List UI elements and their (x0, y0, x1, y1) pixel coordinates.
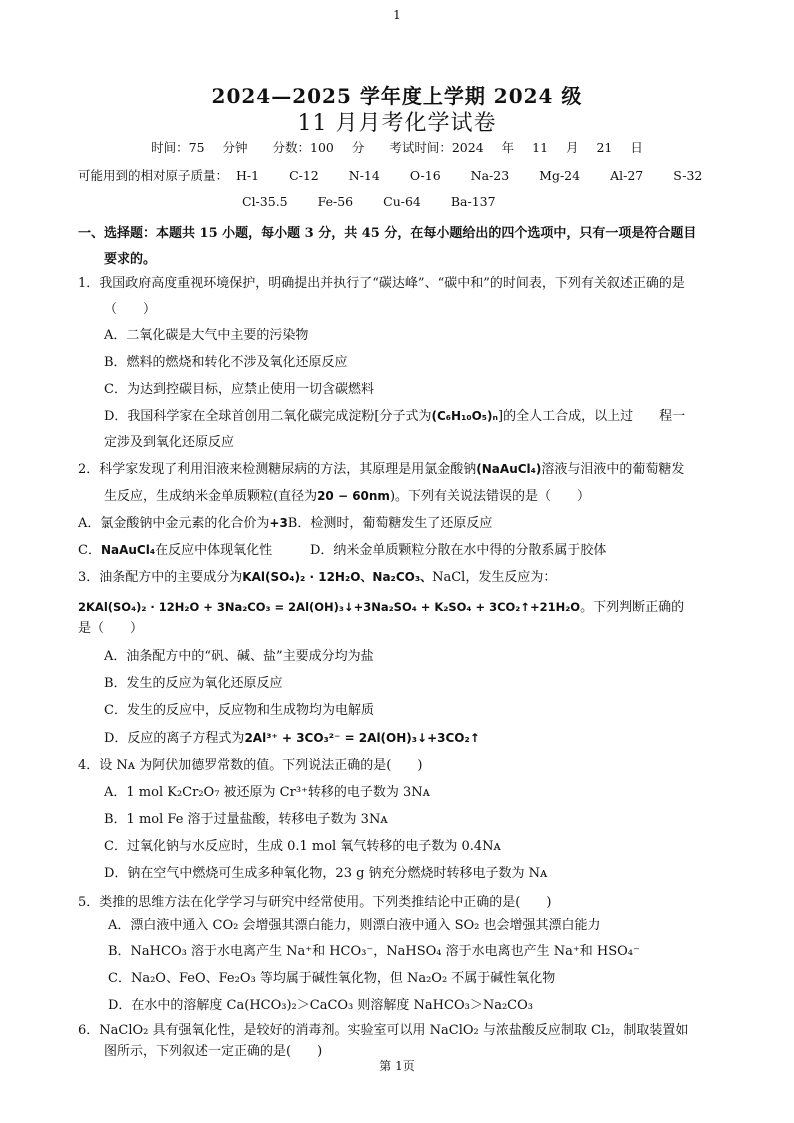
formula: (C₆H₁₀O₅)ₙ (431, 409, 499, 423)
stem-text: NaCl，发生反应为： (432, 570, 557, 585)
option-text: B．检测时，葡萄糖发生了还原反应 (287, 516, 493, 531)
question-1-option-c: C．为达到控碳目标，应禁止使用一切含碳燃料 (104, 382, 374, 397)
question-5-option-c: C．Na₂O、FeO、Fe₂O₃ 等均属于碱性氧化物，但 Na₂O₂ 不属于碱性氧化物 (108, 971, 556, 986)
question-4-stem: 4．设 Nᴀ 为阿伏加德罗常数的值。下列说法正确的是( ) (78, 758, 423, 773)
option-label: C． (78, 543, 101, 558)
formula: NaAuCl₄ (100, 543, 156, 557)
question-3-option-a: A．油条配方中的“矾、碱、盐”主要成分均为盐 (104, 649, 374, 664)
atomic-mass-row1 (78, 166, 728, 184)
page-number: 1 (393, 8, 401, 22)
question-3-option-d (104, 727, 480, 746)
option-text: D．我国科学家在全球首创用二氧化碳完成淀粉[分子式为 (104, 409, 432, 424)
question-3-blank: 是（ ） (78, 621, 144, 636)
page-footer: 第 1页 (379, 1059, 415, 1073)
question-6-stem: 6．NaClO₂ 具有强氧化性，是较好的消毒剂。实验室可以用 NaClO₂ 与浓盐酸反应制取 Cl₂，制取装置如 (78, 1023, 689, 1038)
atom-item: Mg-24 (539, 168, 581, 183)
atom-item: Al-27 (610, 168, 644, 183)
question-2-option-ab (78, 512, 492, 531)
question-5-option-d: D．在水中的溶解度 Ca(HCO₃)₂＞CaCO₃ 则溶解度 NaHCO₃＞Na₂CO₃ (108, 998, 533, 1013)
formula: +3 (269, 516, 288, 530)
atom-item: Ba-137 (450, 194, 496, 209)
atom-item: C-12 (289, 168, 319, 183)
question-1-stem: 1．我国政府高度重视环境保护，明确提出并执行了“碳达峰”、“碳中和”的时间表，下列有关叙述正确的是 (78, 276, 685, 291)
question-4-option-c: C．过氧化钠与水反应时，生成 0.1 mol 氧气转移的电子数为 0.4Nᴀ (104, 839, 501, 854)
question-4-option-a: A．1 mol K₂Cr₂O₇ 被还原为 Cr³⁺转移的电子数为 3Nᴀ (104, 785, 431, 800)
question-1-option-a: A．二氧化碳是大气中主要的污染物 (104, 328, 309, 343)
atom-item: Cl-35.5 (242, 194, 288, 209)
formula: (NaAuCl₄) (476, 462, 542, 476)
question-5-stem: 5．类推的思维方法在化学学习与研究中经常使用。下列类推结论中正确的是( ) (78, 895, 552, 910)
question-2-option-c (78, 539, 272, 558)
section-heading: 一、选择题：本题共 15 小题，每小题 3 分，共 45 分，在每小题给出的四个选项中，只有一项是符合题目 (78, 226, 697, 241)
stem-text: 2．科学家发现了利用泪液来检测糖尿病的方法，其原理是用氯金酸钠 (78, 462, 477, 477)
formula: KAl(SO₄)₂ · 12H₂O、Na₂CO₃、 (242, 570, 433, 584)
question-3-equation (78, 596, 684, 615)
question-1-option-d (104, 405, 685, 424)
atom-item: Fe-56 (317, 194, 354, 209)
question-1-option-b: B．燃料的燃烧和转化不涉及氧化还原反应 (104, 355, 348, 370)
question-3-option-b: B．发生的反应为氧化还原反应 (104, 676, 283, 691)
atom-item: S-32 (673, 168, 703, 183)
atom-item: H-1 (236, 168, 260, 183)
stem-text: 溶液与泪液中的葡萄糖发 (541, 462, 685, 477)
question-3-stem (78, 566, 556, 585)
atom-item: O-16 (409, 168, 441, 183)
question-2-option-d: D．纳米金单质颗粒分散在水中得的分散系属于胶体 (310, 543, 607, 558)
option-text: ]的全人工合成，以上过 程一 (498, 409, 686, 424)
question-2-stem-cont (104, 485, 590, 504)
formula: 20 − 60nm (317, 489, 390, 503)
formula: 2KAl(SO₄)₂ · 12H₂O + 3Na₂CO₃ = 2Al(OH)₃↓+3Na₂SO₄ + K₂SO₄ + 3CO₂↑+21H₂O (78, 600, 581, 614)
atomic-mass-label: 可能用到的相对原子质量： (78, 168, 229, 183)
option-text: D．反应的离子方程式为 (104, 731, 245, 746)
question-2-stem (78, 458, 684, 477)
option-text: A．氯金酸钠中金元素的化合价为 (78, 516, 270, 531)
exam-title-line1: 2024—2025 学年度上学期 2024 级 (211, 84, 583, 108)
option-text: 在反应中体现氧化性 (155, 543, 273, 558)
stem-text: 3．油条配方中的主要成分为 (78, 570, 243, 585)
question-4-option-b: B．1 mol Fe 溶于过量盐酸，转移电子数为 3Nᴀ (104, 812, 388, 827)
exam-title-line2: 11 月月考化学试卷 (297, 111, 497, 136)
stem-text: 生反应，生成纳米金单质颗粒(直径为 (104, 489, 318, 504)
stem-text: )。下列有关说法错误的是（ ） (389, 489, 591, 504)
atom-item: Na-23 (470, 168, 510, 183)
question-1-option-d-cont: 定涉及到氧化还原反应 (104, 435, 235, 450)
atom-item: Cu-64 (383, 194, 421, 209)
question-1-blank: （ ） (104, 302, 157, 317)
stem-text: 。下列判断正确的 (580, 600, 685, 615)
question-3-option-c: C．发生的反应中，反应物和生成物均为电解质 (104, 703, 374, 718)
question-5-option-a: A．漂白液中通入 CO₂ 会增强其漂白能力，则漂白液中通入 SO₂ 也会增强其漂白能力 (108, 918, 601, 933)
question-4-option-d: D．钠在空气中燃烧可生成多种氧化物，23 g 钠充分燃烧时转移电子数为 Nᴀ (104, 866, 548, 881)
exam-meta: 时间：75 分钟 分数：100 分 考试时间：2024 年 11 月 21 日 (151, 140, 643, 155)
question-5-option-b: B．NaHCO₃ 溶于水电离产生 Na⁺和 HCO₃⁻，NaHSO₄ 溶于水电离也产生 Na⁺和 HSO₄⁻ (108, 944, 640, 959)
section-heading-cont: 要求的。 (104, 252, 157, 267)
question-6-stem-cont: 图所示，下列叙述一定正确的是( ) (104, 1044, 323, 1059)
atomic-mass-row2 (242, 194, 522, 209)
atom-item: N-14 (348, 168, 380, 183)
formula: 2Al³⁺ + 3CO₃²⁻ = 2Al(OH)₃↓+3CO₂↑ (244, 731, 480, 745)
